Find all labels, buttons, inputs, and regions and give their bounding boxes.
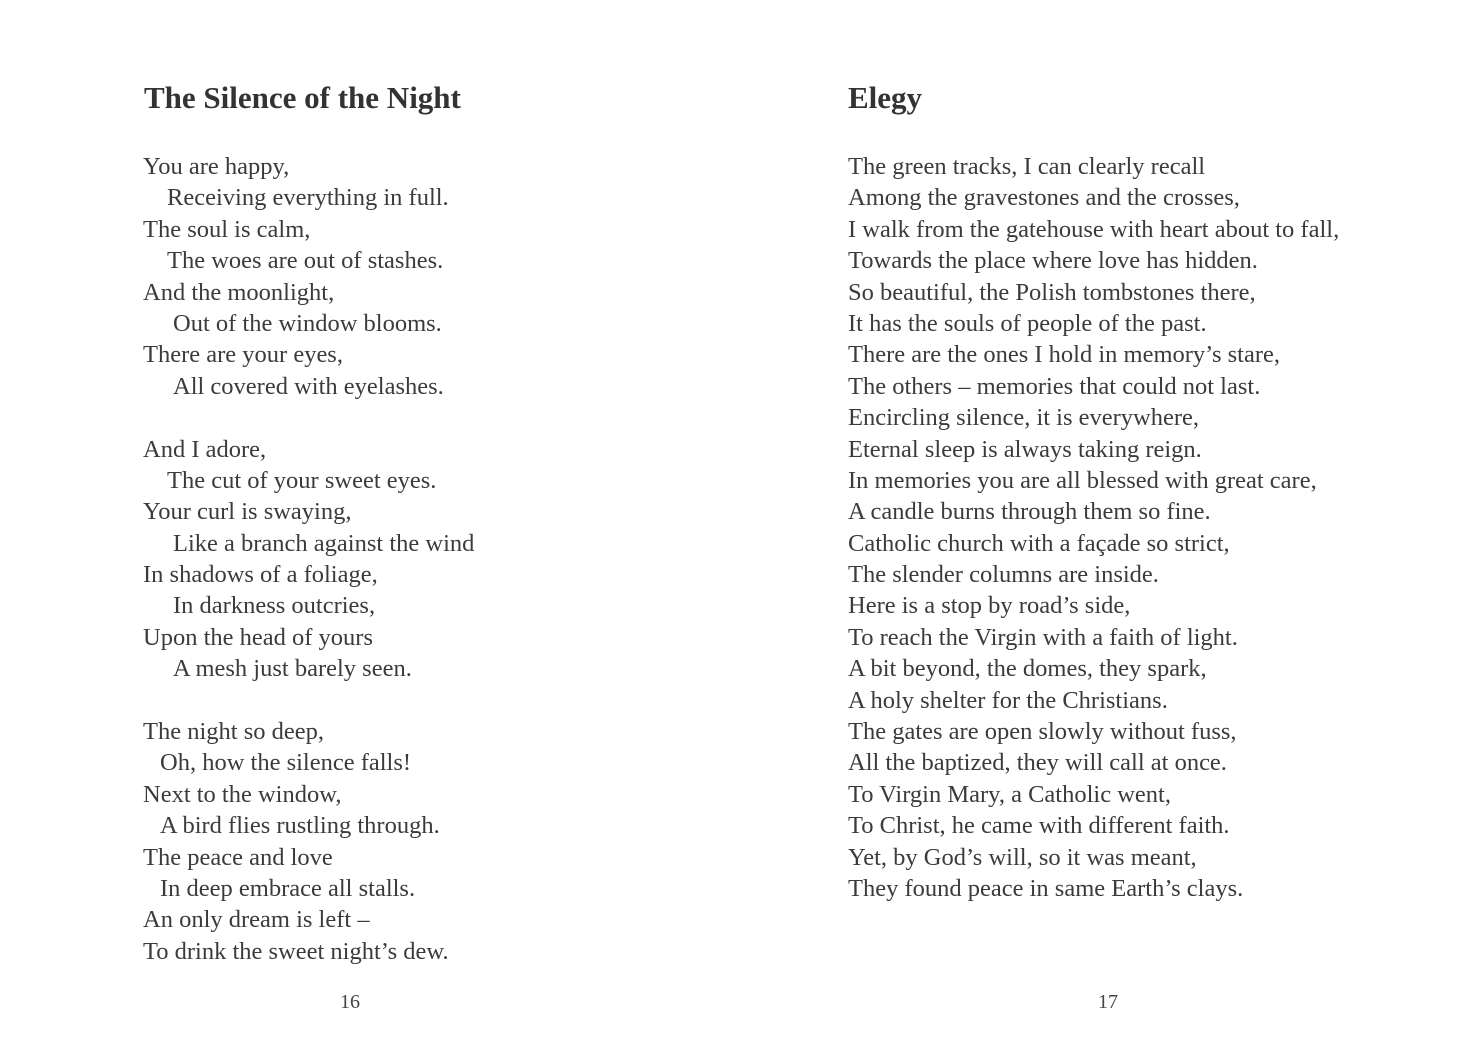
poem-line: An only dream is left – — [143, 906, 370, 934]
poem-line: A bird flies rustling through. — [160, 812, 440, 840]
poem-line: There are the ones I hold in memory’s stare, — [848, 341, 1281, 369]
poem-line: Catholic church with a façade so strict, — [848, 529, 1230, 557]
poem-line: A bit beyond, the domes, they spark, — [848, 655, 1207, 683]
poem-line: To drink the sweet night’s dew. — [143, 937, 449, 965]
poem-line: I walk from the gatehouse with heart about to fall, — [848, 215, 1340, 243]
poem-line: The others – memories that could not last. — [848, 372, 1261, 400]
poem-line: Receiving everything in full. — [167, 184, 449, 212]
poem-line: There are your eyes, — [143, 341, 343, 369]
poem-line: The gates are open slowly without fuss, — [848, 718, 1237, 746]
poem-line: And the moonlight, — [143, 278, 335, 306]
poem-line: The green tracks, I can clearly recall — [848, 153, 1206, 180]
poem-line: All the baptized, they will call at once. — [848, 749, 1227, 777]
poem-line: In shadows of a foliage, — [143, 561, 378, 589]
poem-line: A holy shelter for the Christians. — [848, 686, 1168, 714]
stanza-break — [143, 402, 474, 433]
poem-line: A mesh just barely seen. — [173, 655, 412, 683]
stanza — [143, 716, 474, 967]
poem-line: The woes are out of stashes. — [167, 247, 444, 275]
poem-line: A candle burns through them so fine. — [848, 498, 1211, 526]
poem-line: Towards the place where love has hidden. — [848, 247, 1258, 275]
stanza — [143, 434, 474, 685]
stanza — [143, 151, 474, 402]
poem-line: The cut of your sweet eyes. — [167, 466, 437, 494]
poem-line: Yet, by God’s will, so it was meant, — [848, 843, 1197, 871]
poem-line: Among the gravestones and the crosses, — [848, 184, 1240, 212]
poem-line: So beautiful, the Polish tombstones there, — [848, 278, 1256, 306]
poem-line: In deep embrace all stalls. — [160, 874, 416, 902]
poem-line: The peace and love — [143, 843, 333, 871]
poem-line: Upon the head of yours — [143, 623, 373, 651]
poem-title: Elegy — [848, 80, 923, 115]
poem-line: You are happy, — [143, 153, 290, 180]
poem-line: They found peace in same Earth’s clays. — [848, 874, 1244, 902]
page-number: 16 — [340, 991, 360, 1013]
poem-line: Oh, how the silence falls! — [160, 749, 412, 777]
poem-line: To Virgin Mary, a Catholic went, — [848, 780, 1171, 808]
poem-line: It has the souls of people of the past. — [848, 309, 1207, 337]
poem-body — [143, 151, 474, 967]
page-number: 17 — [1098, 991, 1118, 1013]
poem-line: Like a branch against the wind — [173, 529, 475, 557]
poem-line: To Christ, he came with different faith. — [848, 812, 1230, 840]
poem-line: Your curl is swaying, — [143, 498, 352, 526]
poem-line: To reach the Virgin with a faith of light. — [848, 623, 1238, 651]
poem-line: In memories you are all blessed with great care, — [848, 466, 1317, 494]
poem-line: The night so deep, — [143, 718, 324, 746]
poem-line: Eternal sleep is always taking reign. — [848, 435, 1202, 463]
poem-line: And I adore, — [143, 435, 267, 463]
poem-line: Next to the window, — [143, 780, 342, 808]
poem-line: Encircling silence, it is everywhere, — [848, 404, 1200, 432]
stanza-break — [143, 685, 474, 716]
poem-line: In darkness outcries, — [173, 592, 376, 620]
right-page — [735, 0, 1470, 1045]
poem-line: The soul is calm, — [143, 215, 311, 243]
poem-line: Here is a stop by road’s side, — [848, 592, 1131, 620]
poem-body — [848, 151, 1339, 904]
poem-title: The Silence of the Night — [144, 80, 461, 115]
poem-line: The slender columns are inside. — [848, 561, 1159, 589]
poem-line: Out of the window blooms. — [173, 309, 442, 337]
poem-line: All covered with eyelashes. — [173, 372, 444, 400]
